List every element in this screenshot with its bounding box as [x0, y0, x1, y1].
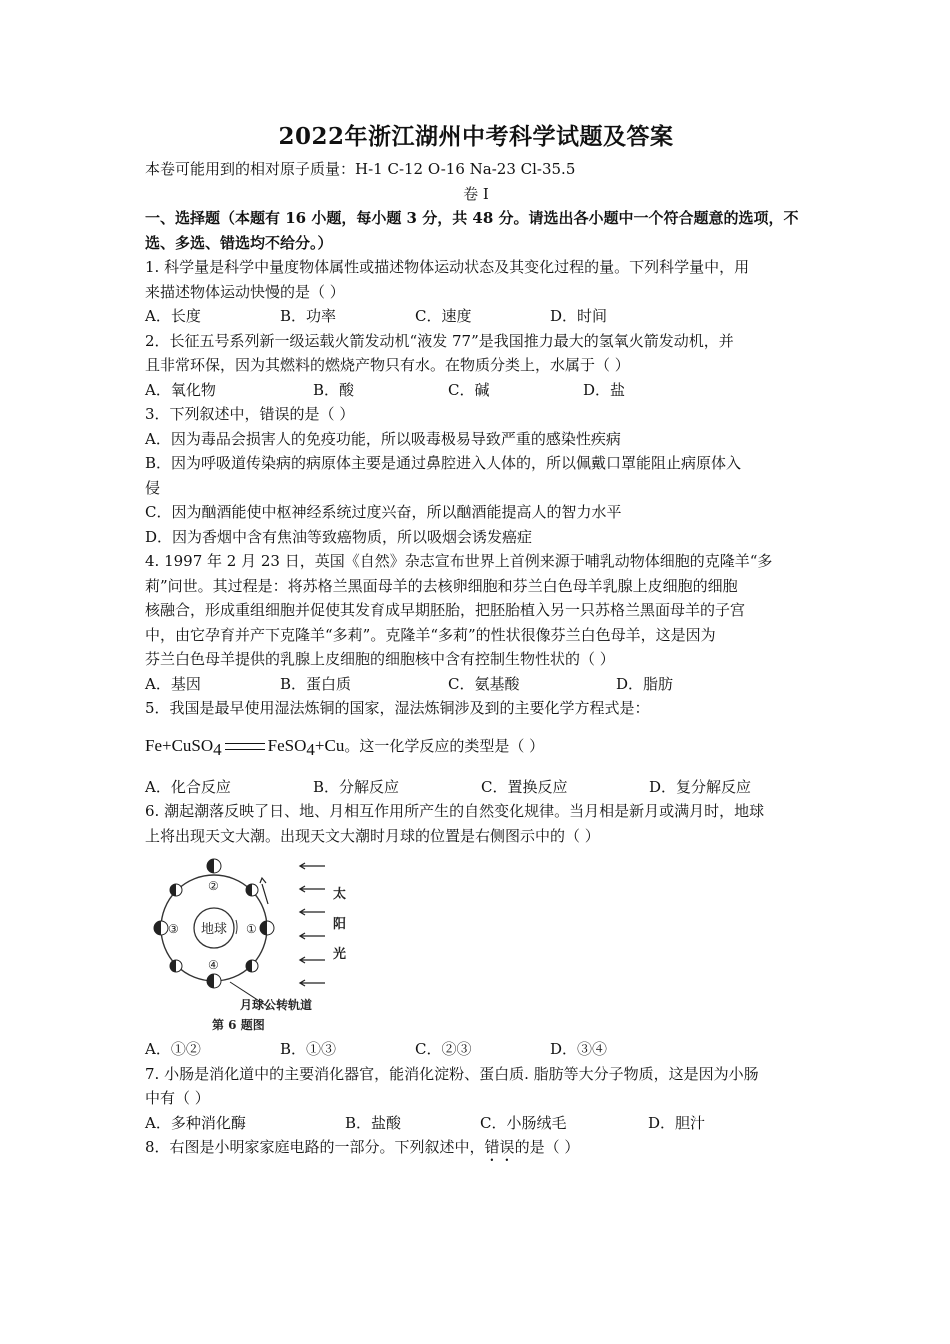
- q3-line-1: 3．下列叙述中，错误的是（ ）: [145, 405, 355, 423]
- orbit-arrow-head: [260, 878, 266, 883]
- orbit-label: 月球公转轨道: [240, 998, 313, 1013]
- q6-line-1: 6. 潮起潮落反映了日、地、月相互作用所产生的自然变化规律。当月相是新月或满月时，地球: [145, 802, 765, 821]
- rotation-arc: [236, 920, 237, 934]
- q7-options: [145, 1111, 807, 1136]
- q4-line-1: 4. 1997 年 2 月 23 日，英国《自然》杂志宣布世界上首例来源于哺乳动物体细胞的克隆羊“多: [145, 552, 773, 570]
- q4-line-2: 莉”问世。其过程是：将苏格兰黑面母羊的去核卵细胞和芬兰白色母羊乳腺上皮细胞的细胞: [145, 576, 738, 595]
- q8-text-pre: 8．右图是小明家家庭电路的一部分。下列叙述中，: [145, 1138, 485, 1157]
- q1-option-d: D．时间: [550, 307, 608, 325]
- q2-option-a: A．氧化物: [145, 380, 216, 399]
- q7-option-b: B．盐酸: [345, 1113, 402, 1132]
- q1-option-a: A．长度: [145, 307, 201, 325]
- q7-option-c: C．小肠绒毛: [480, 1113, 567, 1132]
- q8-text-post: 的是（ ）: [514, 1138, 580, 1157]
- q4-line-3: 核融合，形成重组细胞并促使其发育成早期胚胎，把胚胎植入另一只苏格兰黑面母羊的子宫: [145, 601, 746, 619]
- sun-char-3: 光: [333, 947, 347, 963]
- exam-page: [145, 118, 807, 1165]
- q8-text-emphasis: 错误: [484, 1138, 515, 1157]
- q5-option-c: C．置换反应: [481, 777, 568, 796]
- q2-option-c: C．碱: [448, 380, 490, 399]
- q6-options: [145, 1037, 807, 1062]
- q2-line-2: 且非常环保，因为其燃料的燃烧产物只有水。在物质分类上，水属于（ ）: [145, 356, 630, 374]
- q6-option-b: B．①③: [280, 1040, 337, 1059]
- moon-orbit-figure: [150, 856, 355, 1031]
- figure-caption: 第 6 题图: [212, 1018, 265, 1032]
- q7-option-a: A．多种消化酶: [145, 1113, 246, 1132]
- moon-top: [207, 859, 221, 873]
- eq-cuso: CuSO: [171, 735, 214, 755]
- q7-line-1: 7. 小肠是消化道中的主要消化器官，能消化淀粉、蛋白质. 脂肪等大分子物质，这是因为小肠: [145, 1064, 759, 1083]
- q3-option-c: C．因为酗酒能使中枢神经系统过度兴奋，所以酗酒能提高人的智力水平: [145, 503, 622, 521]
- sun-char-1: 太: [333, 887, 347, 903]
- pos-4-label: ④: [208, 958, 219, 973]
- q1-line-2: 来描述物体运动快慢的是（ ）: [145, 282, 345, 301]
- pos-2-label: ②: [208, 879, 219, 894]
- q2-option-d: D．盐: [583, 380, 626, 399]
- q5-equation: [145, 733, 807, 763]
- q1-option-c: C．速度: [415, 307, 472, 325]
- earth-label: 地球: [201, 922, 228, 938]
- moon-bottom-right: [246, 960, 258, 972]
- q7-option-d: D．胆汁: [648, 1113, 706, 1132]
- q7-line-2: 中有（ ）: [145, 1089, 210, 1108]
- q2-line-1: 2．长征五号系列新一级运载火箭发动机“液发 77”是我国推力最大的氢氧火箭发动机，并: [145, 331, 734, 350]
- sun-char-2: 阳: [333, 917, 347, 933]
- q2-option-b: B．酸: [313, 380, 355, 399]
- q3-option-b-line-2: 侵: [145, 478, 161, 497]
- moon-bottom: [207, 974, 221, 988]
- section-header-line-1: 一、选择题（本题有 16 小题，每小题 3 分，共 48 分。请选出各小题中一个符合题意的选项，不: [145, 209, 799, 227]
- q5-option-b: B．分解反应: [313, 777, 400, 796]
- volume-label: 卷 I: [463, 184, 489, 203]
- q3-option-d: D．因为香烟中含有焦油等致癌物质，所以吸烟会诱发癌症: [145, 527, 533, 546]
- eq-sub-1: 4: [213, 739, 222, 759]
- moon-right: [260, 921, 274, 935]
- pos-3-label: ③: [168, 922, 179, 937]
- q4-option-c: C．氨基酸: [448, 674, 520, 693]
- q2-options: [145, 378, 807, 403]
- moon-bottom-left: [170, 960, 182, 972]
- q1-option-b: B．功率: [280, 307, 337, 325]
- q6-line-2: 上将出现天文大潮。出现天文大潮时月球的位置是右侧图示中的（ ）: [145, 826, 600, 845]
- q8-line-1: [145, 1135, 807, 1165]
- moon-orbit-diagram: [150, 856, 355, 1031]
- q5-option-d: D．复分解反应: [649, 777, 752, 796]
- q4-line-5: 芬兰白色母羊提供的乳腺上皮细胞的细胞核中含有控制生物性状的（ ）: [145, 650, 615, 668]
- pos-1-label: ①: [246, 922, 257, 937]
- section-header-line-2: 选、多选、错选均不给分。）: [145, 233, 333, 252]
- page-title: 2022年浙江湖州中考科学试题及答案: [278, 123, 674, 150]
- eq-cu: Cu: [324, 735, 345, 755]
- q3-option-b-line-1: B．因为呼吸道传染病的病原体主要是通过鼻腔进入人体的，所以佩戴口罩能阻止病原体入: [145, 454, 742, 472]
- moon-top-right: [246, 884, 258, 896]
- eq-sub-2: 4: [306, 739, 315, 759]
- q5-line-1: 5．我国是最早使用湿法炼铜的国家，湿法炼铜涉及到的主要化学方程式是：: [145, 699, 650, 717]
- q4-option-b: B．蛋白质: [280, 674, 352, 693]
- q1-line-1: 1. 科学量是科学中量度物体属性或描述物体运动状态及其变化过程的量。下列科学量中，用: [145, 258, 750, 276]
- q5-options: [145, 775, 807, 800]
- eq-equals-sign: [225, 743, 265, 750]
- q5-option-a: A．化合反应: [145, 777, 231, 796]
- eq-plus-1: +: [162, 735, 172, 755]
- q4-option-d: D．脂肪: [616, 674, 674, 693]
- moon-top-left: [170, 884, 182, 896]
- q1-options: [145, 304, 807, 329]
- atomic-mass-note: 本卷可能用到的相对原子质量：H-1 C-12 O-16 Na-23 Cl-35.5: [145, 160, 576, 178]
- q4-line-4: 中，由它孕育并产下克隆羊“多莉”。克隆羊“多莉”的性状很像芬兰白色母羊，这是因为: [145, 625, 716, 644]
- q3-option-a: A．因为毒品会损害人的免疫功能，所以吸毒极易导致严重的感染性疾病: [145, 429, 621, 448]
- eq-feso: FeSO: [267, 735, 307, 755]
- moon-left: [154, 921, 168, 935]
- q4-option-a: A．基因: [145, 674, 201, 693]
- q4-options: [145, 672, 807, 697]
- q6-option-a: A．①②: [145, 1040, 201, 1059]
- eq-plus-2: +: [314, 735, 325, 755]
- q5-line-2: 。这一化学反应的类型是（ ）: [344, 736, 545, 755]
- eq-fe: Fe: [145, 735, 162, 755]
- sunlight-arrows: [300, 863, 325, 986]
- q6-option-c: C．②③: [415, 1040, 472, 1059]
- orbit-direction-arrow: [262, 884, 268, 904]
- q6-option-d: D．③④: [550, 1040, 608, 1059]
